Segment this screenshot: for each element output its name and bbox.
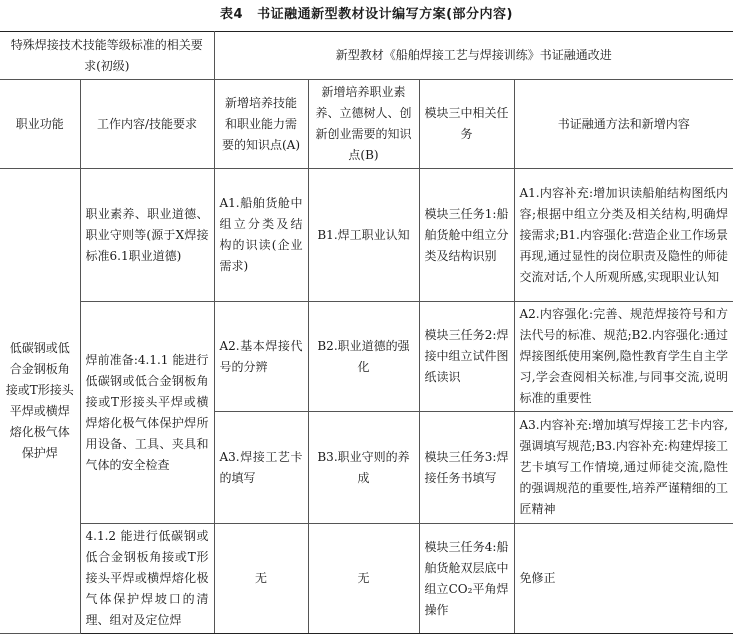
knowledge-b-cell: B3.职业守则的养成 (308, 412, 419, 524)
header-standard-group: 特殊焊接技术技能等级标准的相关要求(初级) (0, 32, 214, 80)
header-knowledge-a: 新增培养技能和职业能力需要的知识点(A) (214, 80, 308, 169)
method-cell: 免修正 (514, 524, 733, 634)
work-cell: 职业素养、职业道德、职业守则等(源于X焊接标准6.1职业道德) (80, 169, 214, 302)
header-task: 模块三中相关任务 (419, 80, 514, 169)
method-cell: A3.内容补充:增加填写焊接工艺卡内容,强调填写规范;B3.内容补充:构建焊接工艺卡填写工作情境,通过师徒交流,隐性的强调规范的重要性,培养严谨精细的工匠精神 (514, 412, 733, 524)
function-cell: 低碳钢或低合金钢板角接或T形接头平焊或横焊熔化极气体保护焊 (0, 169, 80, 634)
knowledge-b-cell: B1.焊工职业认知 (308, 169, 419, 302)
work-cell: 4.1.2 能进行低碳钢或低合金钢板角接或T形接头平焊或横焊熔化极气体保护焊坡口的清理、组对及定位焊 (80, 524, 214, 634)
header-knowledge-b: 新增培养职业素养、立德树人、创新创业需要的知识点(B) (308, 80, 419, 169)
task-cell: 模块三任务3:焊接任务书填写 (419, 412, 514, 524)
table-row (0, 169, 733, 302)
header-function: 职业功能 (0, 80, 80, 169)
header-work: 工作内容/技能要求 (80, 80, 214, 169)
table-caption (0, 3, 733, 22)
table-row (0, 302, 733, 412)
header-row-2 (0, 80, 733, 169)
header-row-1 (0, 32, 733, 80)
header-textbook-group: 新型教材《船舶焊接工艺与焊接训练》书证融通改进 (214, 32, 733, 80)
design-plan-table (0, 31, 733, 634)
knowledge-a-cell: A3.焊接工艺卡的填写 (214, 412, 308, 524)
knowledge-a-cell: A1.船舶货舱中组立分类及结构的识读(企业需求) (214, 169, 308, 302)
table-title: 书证融通新型教材设计编写方案(部分内容) (257, 7, 513, 22)
work-cell: 焊前准备:4.1.1 能进行低碳钢或低合金钢板角接或T形接头平焊或横焊熔化极气体保护焊所用设备、工具、夹具和气体的安全检查 (80, 302, 214, 524)
knowledge-b-cell: 无 (308, 524, 419, 634)
task-cell: 模块三任务1:船舶货舱中组立分类及结构识别 (419, 169, 514, 302)
table-number: 表4 (220, 7, 244, 22)
task-cell: 模块三任务2:焊接中组立试件图纸读识 (419, 302, 514, 412)
table-row (0, 524, 733, 634)
header-method: 书证融通方法和新增内容 (514, 80, 733, 169)
knowledge-b-cell: B2.职业道德的强化 (308, 302, 419, 412)
knowledge-a-cell: 无 (214, 524, 308, 634)
task-cell: 模块三任务4:船舶货舱双层底中组立CO₂平角焊操作 (419, 524, 514, 634)
method-cell: A2.内容强化:完善、规范焊接符号和方法代号的标准、规范;B2.内容强化:通过焊接图纸使用案例,隐性教育学生自主学习,学会查阅相关标准,与同事交流,说明标准的重要性 (514, 302, 733, 412)
knowledge-a-cell: A2.基本焊接代号的分辨 (214, 302, 308, 412)
method-cell: A1.内容补充:增加识读船舶结构图纸内容;根据中组立分类及相关结构,明确焊接需求;B1.内容强化:营造企业工作场景再现,通过显性的岗位职责及隐性的师徒交流对话,个人所观所感,实现职业认知 (514, 169, 733, 302)
